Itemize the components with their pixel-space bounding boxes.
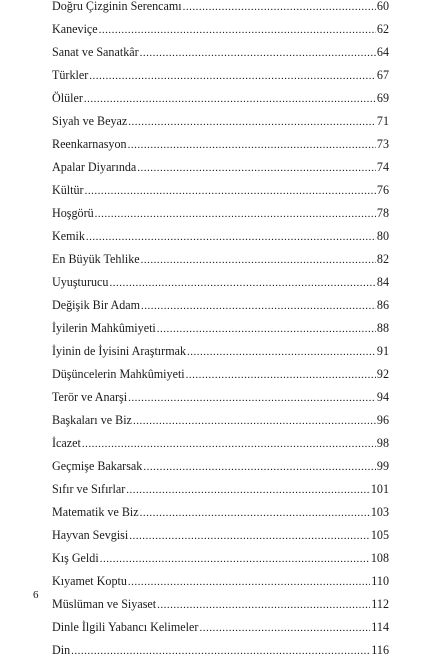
toc-entry-title: İyinin de İyisini Araştırmak: [52, 344, 187, 358]
toc-entry: [52, 18, 389, 41]
toc-entry-title: Müslüman ve Siyaset: [52, 597, 157, 611]
toc-entry-page-number: 92: [376, 367, 389, 381]
toc-entry-page-number: 114: [371, 620, 389, 634]
toc-dot-leader: [100, 548, 370, 571]
toc-dot-leader: [85, 180, 376, 203]
toc-entry-title: Din: [52, 643, 71, 657]
toc-dot-leader: [84, 88, 376, 111]
toc-entry-page-number: 101: [370, 482, 389, 496]
toc-entry-title: Kaneviçe: [52, 22, 98, 36]
toc-entry-title: Uyuşturucu: [52, 275, 109, 289]
toc-dot-leader: [89, 65, 376, 88]
toc-entry-title: Reenkarnasyon: [52, 137, 127, 151]
toc-entry: [52, 64, 389, 87]
toc-entry-page-number: 116: [371, 643, 389, 657]
toc-entry-title: Siyah ve Beyaz: [52, 114, 128, 128]
toc-entry-page-number: 71: [376, 114, 389, 128]
toc-entry: [52, 478, 389, 501]
toc-entry: [52, 133, 389, 156]
toc-entry-title: Apalar Diyarında: [52, 160, 137, 174]
toc-entry-title: Hayvan Sevgisi: [52, 528, 129, 542]
toc-entry: [52, 271, 389, 294]
toc-entry-page-number: 99: [376, 459, 389, 473]
toc-entry-page-number: 110: [371, 574, 389, 588]
toc-entry: [52, 156, 389, 179]
toc-entry-title: Kıyamet Koptu: [52, 574, 127, 588]
toc-entry-page-number: 78: [376, 206, 389, 220]
toc-entry: [52, 317, 389, 340]
toc-dot-leader: [99, 19, 376, 42]
toc-dot-leader: [133, 410, 376, 433]
toc-entry-title: Sıfır ve Sıfırlar: [52, 482, 126, 496]
toc-dot-leader: [199, 617, 370, 640]
toc-entry-page-number: 84: [376, 275, 389, 289]
toc-entry-page-number: 105: [370, 528, 389, 542]
toc-entry: [52, 225, 389, 248]
toc-entry-title: Değişik Bir Adam: [52, 298, 141, 312]
toc-entry-page-number: 76: [376, 183, 389, 197]
toc-entry: [52, 455, 389, 478]
toc-entry-page-number: 94: [376, 390, 389, 404]
toc-dot-leader: [157, 318, 376, 341]
toc-dot-leader: [86, 226, 376, 249]
toc-entry-title: Kış Geldi: [52, 551, 99, 565]
toc-dot-leader: [129, 525, 370, 548]
toc-dot-leader: [128, 387, 376, 410]
toc-entry-title: Düşüncelerin Mahkûmiyeti: [52, 367, 185, 381]
toc-dot-leader: [128, 134, 376, 157]
toc-dot-leader: [109, 272, 375, 295]
toc-entry: [52, 593, 389, 616]
toc-entry: [52, 639, 389, 662]
toc-entry-title: Sanat ve Sanatkâr: [52, 45, 139, 59]
toc-dot-leader: [143, 456, 376, 479]
toc-entry: [52, 409, 389, 432]
toc-dot-leader: [141, 249, 376, 272]
toc-entry-title: Hoşgörü: [52, 206, 94, 220]
toc-entry-title: İcazet: [52, 436, 81, 450]
toc-entry-page-number: 69: [376, 91, 389, 105]
toc-entry: [52, 616, 389, 639]
toc-entry-title: Matematik ve Biz: [52, 505, 139, 519]
toc-entry-page-number: 88: [376, 321, 389, 335]
toc-entry-page-number: 96: [376, 413, 389, 427]
toc-dot-leader: [157, 594, 370, 617]
toc-entry-page-number: 103: [370, 505, 389, 519]
toc-entry: [52, 202, 389, 225]
toc-entry-title: Başkaları ve Biz: [52, 413, 132, 427]
toc-entry: [52, 570, 389, 593]
toc-entry-page-number: 112: [371, 597, 389, 611]
toc-entry-page-number: 73: [376, 137, 389, 151]
toc-entry-title: Türkler: [52, 68, 89, 82]
toc-entry-page-number: 74: [376, 160, 389, 174]
table-of-contents: [52, 0, 389, 662]
toc-entry-page-number: 82: [376, 252, 389, 266]
toc-entry-page-number: 62: [376, 22, 389, 36]
toc-entry-title: Ölüler: [52, 91, 83, 105]
toc-entry-page-number: 98: [376, 436, 389, 450]
toc-dot-leader: [82, 433, 376, 456]
page-number: 6: [33, 589, 39, 601]
toc-entry: [52, 363, 389, 386]
toc-entry-page-number: 64: [376, 45, 389, 59]
toc-dot-leader: [126, 479, 370, 502]
toc-entry-title: Doğru Çizginin Serencamı: [52, 0, 182, 13]
toc-entry-title: Geçmişe Bakarsak: [52, 459, 143, 473]
toc-entry: [52, 386, 389, 409]
toc-dot-leader: [183, 0, 376, 19]
toc-dot-leader: [140, 502, 370, 525]
toc-dot-leader: [128, 571, 370, 594]
toc-dot-leader: [141, 295, 376, 318]
toc-entry: [52, 87, 389, 110]
toc-entry-title: En Büyük Tehlike: [52, 252, 140, 266]
toc-entry-page-number: 91: [376, 344, 389, 358]
toc-entry: [52, 547, 389, 570]
toc-dot-leader: [140, 42, 376, 65]
toc-dot-leader: [128, 111, 376, 134]
toc-entry-page-number: 108: [370, 551, 389, 565]
toc-dot-leader: [137, 157, 376, 180]
toc-entry: [52, 432, 389, 455]
toc-dot-leader: [71, 640, 370, 663]
toc-entry: [52, 0, 389, 18]
toc-entry: [52, 179, 389, 202]
toc-entry: [52, 41, 389, 64]
toc-dot-leader: [186, 364, 376, 387]
toc-entry-title: İyilerin Mahkûmiyeti: [52, 321, 156, 335]
toc-entry-page-number: 67: [376, 68, 389, 82]
toc-entry-title: Kültür: [52, 183, 84, 197]
toc-entry-page-number: 80: [376, 229, 389, 243]
toc-entry: [52, 501, 389, 524]
toc-entry: [52, 110, 389, 133]
toc-entry-title: Kemik: [52, 229, 85, 243]
toc-dot-leader: [187, 341, 376, 364]
toc-dot-leader: [95, 203, 376, 226]
toc-entry: [52, 294, 389, 317]
toc-entry: [52, 340, 389, 363]
toc-entry-page-number: 86: [376, 298, 389, 312]
toc-entry-title: Dinle İlgili Yabancı Kelimeler: [52, 620, 199, 634]
toc-entry-title: Terör ve Anarşi: [52, 390, 128, 404]
toc-entry: [52, 524, 389, 547]
toc-entry-page-number: 60: [376, 0, 389, 13]
toc-entry: [52, 248, 389, 271]
